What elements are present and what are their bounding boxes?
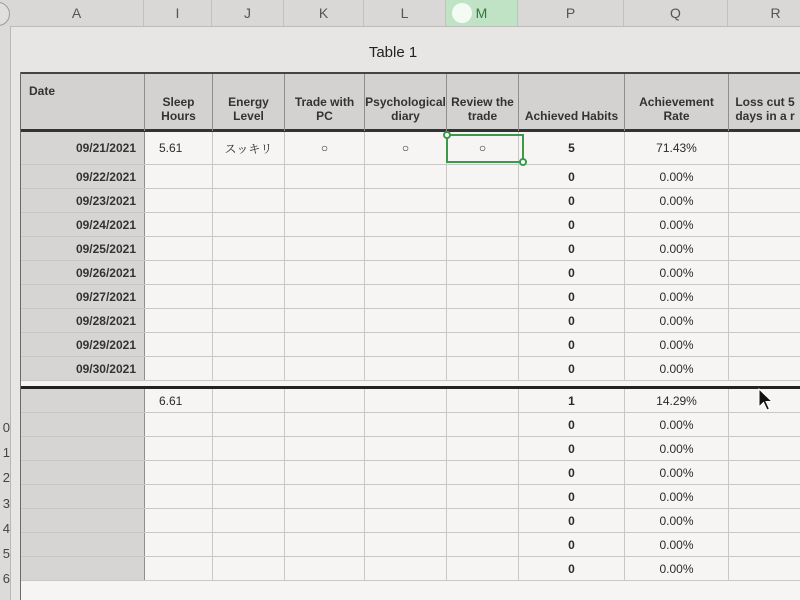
- cell-date[interactable]: 09/25/2021: [21, 237, 145, 260]
- row-number[interactable]: 0: [2, 420, 10, 435]
- cell-energy[interactable]: [213, 165, 285, 188]
- cell-rate[interactable]: 0.00%: [625, 357, 729, 380]
- cell-review[interactable]: [447, 533, 519, 556]
- cell-energy[interactable]: [213, 237, 285, 260]
- cell-review[interactable]: [447, 189, 519, 212]
- column-header-m[interactable]: [446, 0, 518, 26]
- row-number[interactable]: 2: [2, 470, 10, 485]
- cell-energy[interactable]: [213, 509, 285, 532]
- cell-loss[interactable]: [729, 533, 800, 556]
- cell-energy[interactable]: [213, 285, 285, 308]
- cell-energy[interactable]: [213, 389, 285, 412]
- cell-review[interactable]: [447, 389, 519, 412]
- cell-review[interactable]: ○: [447, 132, 519, 164]
- cell-review[interactable]: [447, 333, 519, 356]
- cell-pc[interactable]: [285, 165, 365, 188]
- header-psychological-diary[interactable]: Psychological diary: [365, 74, 447, 131]
- select-all-button[interactable]: [0, 2, 10, 26]
- cell-sleep[interactable]: [145, 285, 213, 308]
- cell-energy[interactable]: [213, 261, 285, 284]
- table-row: [21, 165, 800, 189]
- header-energy-level[interactable]: Energy Level: [213, 74, 285, 131]
- cell-sleep[interactable]: [145, 333, 213, 356]
- cell-diary[interactable]: [365, 533, 447, 556]
- column-header-i[interactable]: I: [144, 0, 212, 26]
- row-number[interactable]: 5: [2, 546, 10, 561]
- cell-review[interactable]: [447, 309, 519, 332]
- cell-pc[interactable]: [285, 437, 365, 460]
- table-row: [21, 189, 800, 213]
- cell-loss[interactable]: [729, 437, 800, 460]
- cell-rate[interactable]: 0.00%: [625, 333, 729, 356]
- cell-loss[interactable]: [729, 285, 800, 308]
- cell-habits[interactable]: 0: [519, 461, 625, 484]
- cell-pc[interactable]: [285, 309, 365, 332]
- cell-loss[interactable]: [729, 333, 800, 356]
- cell-review[interactable]: [447, 413, 519, 436]
- column-header-j[interactable]: J: [212, 0, 284, 26]
- table-row: [21, 461, 800, 485]
- cell-pc[interactable]: [285, 261, 365, 284]
- cell-energy[interactable]: [213, 309, 285, 332]
- cell-energy[interactable]: [213, 485, 285, 508]
- header-date[interactable]: Date: [21, 74, 145, 131]
- row-number[interactable]: 3: [2, 496, 10, 511]
- header-achieved-habits[interactable]: Achieved Habits: [519, 74, 625, 131]
- header-trade-with-pc[interactable]: Trade with PC: [285, 74, 365, 131]
- cell-habits[interactable]: 0: [519, 509, 625, 532]
- cell-date[interactable]: 09/28/2021: [21, 309, 145, 332]
- cell-sleep[interactable]: [145, 357, 213, 380]
- cell-habits[interactable]: 0: [519, 557, 625, 580]
- table-row: [21, 485, 800, 509]
- cell-loss[interactable]: [729, 413, 800, 436]
- cell-loss[interactable]: [729, 509, 800, 532]
- table-row: [21, 309, 800, 333]
- column-header-k[interactable]: K: [284, 0, 364, 26]
- cell-rate[interactable]: 0.00%: [625, 557, 729, 580]
- cell-energy[interactable]: [213, 213, 285, 236]
- column-header-p[interactable]: P: [518, 0, 624, 26]
- cell-loss[interactable]: [729, 189, 800, 212]
- cell-diary[interactable]: [365, 389, 447, 412]
- row-number[interactable]: 4: [2, 521, 10, 536]
- column-header-l[interactable]: L: [364, 0, 446, 26]
- cell-pc[interactable]: [285, 357, 365, 380]
- cell-sleep[interactable]: [145, 485, 213, 508]
- cell-energy[interactable]: [213, 333, 285, 356]
- column-header-q[interactable]: Q: [624, 0, 728, 26]
- cell-habits[interactable]: 1: [519, 389, 625, 412]
- mouse-pointer-icon: [758, 388, 774, 412]
- cell-diary[interactable]: [365, 461, 447, 484]
- cell-sleep[interactable]: [145, 309, 213, 332]
- cell-diary[interactable]: [365, 509, 447, 532]
- cell-date[interactable]: [21, 533, 145, 556]
- cell-pc[interactable]: [285, 413, 365, 436]
- section-divider: [21, 386, 800, 389]
- cell-review[interactable]: [447, 557, 519, 580]
- column-header-marker: [452, 3, 472, 23]
- selected-cell-outline: [446, 134, 524, 163]
- cell-sleep[interactable]: [145, 261, 213, 284]
- cell-date[interactable]: 09/26/2021: [21, 261, 145, 284]
- cell-loss[interactable]: [729, 213, 800, 236]
- cell-sleep[interactable]: [145, 461, 213, 484]
- cell-diary[interactable]: [365, 285, 447, 308]
- cell-pc[interactable]: [285, 533, 365, 556]
- cell-loss[interactable]: [729, 557, 800, 580]
- cell-loss[interactable]: [729, 461, 800, 484]
- cell-habits[interactable]: 0: [519, 261, 625, 284]
- table-row: [21, 509, 800, 533]
- header-achievement-rate[interactable]: Achievement Rate: [625, 74, 729, 131]
- cell-diary[interactable]: [365, 357, 447, 380]
- cell-habits[interactable]: 0: [519, 413, 625, 436]
- cell-loss[interactable]: [729, 165, 800, 188]
- cell-loss[interactable]: [729, 132, 800, 164]
- cell-rate[interactable]: 0.00%: [625, 461, 729, 484]
- cell-diary[interactable]: [365, 189, 447, 212]
- cell-habits[interactable]: 0: [519, 213, 625, 236]
- cell-pc[interactable]: [285, 333, 365, 356]
- cell-rate[interactable]: 0.00%: [625, 413, 729, 436]
- cell-diary[interactable]: [365, 237, 447, 260]
- cell-rate[interactable]: 71.43%: [625, 132, 729, 164]
- cell-date[interactable]: 09/30/2021: [21, 357, 145, 380]
- cell-date[interactable]: 09/21/2021: [21, 132, 145, 164]
- cell-energy[interactable]: [213, 357, 285, 380]
- cell-rate[interactable]: 0.00%: [625, 437, 729, 460]
- cell-pc[interactable]: [285, 509, 365, 532]
- cell-review[interactable]: [447, 165, 519, 188]
- cell-habits[interactable]: 0: [519, 285, 625, 308]
- cell-date[interactable]: [21, 461, 145, 484]
- cell-rate[interactable]: 14.29%: [625, 389, 729, 412]
- cell-date[interactable]: [21, 485, 145, 508]
- cell-sleep[interactable]: 6.61: [145, 389, 213, 412]
- cell-loss[interactable]: [729, 237, 800, 260]
- cell-energy[interactable]: スッキリ: [213, 132, 285, 164]
- cell-rate[interactable]: 0.00%: [625, 533, 729, 556]
- cell-pc[interactable]: ○: [285, 132, 365, 164]
- table-row: [21, 237, 800, 261]
- cell-energy[interactable]: [213, 461, 285, 484]
- row-number[interactable]: 1: [2, 445, 10, 460]
- cell-date[interactable]: 09/24/2021: [21, 213, 145, 236]
- cell-rate[interactable]: 0.00%: [625, 261, 729, 284]
- cell-pc[interactable]: [285, 389, 365, 412]
- cell-diary[interactable]: [365, 213, 447, 236]
- cell-sleep[interactable]: [145, 237, 213, 260]
- cell-review[interactable]: [447, 213, 519, 236]
- selection-handle-top-left[interactable]: [443, 131, 451, 139]
- cell-habits[interactable]: 0: [519, 533, 625, 556]
- cell-review[interactable]: [447, 485, 519, 508]
- cell-sleep[interactable]: [145, 533, 213, 556]
- cell-energy[interactable]: [213, 413, 285, 436]
- row-number[interactable]: 6: [2, 571, 10, 586]
- cell-diary[interactable]: [365, 437, 447, 460]
- cell-review[interactable]: [447, 261, 519, 284]
- table-row: [21, 389, 800, 413]
- column-header-bar: [0, 0, 800, 27]
- cell-pc[interactable]: [285, 189, 365, 212]
- cell-loss[interactable]: [729, 485, 800, 508]
- cell-energy[interactable]: [213, 437, 285, 460]
- cell-diary[interactable]: [365, 557, 447, 580]
- cell-sleep[interactable]: [145, 189, 213, 212]
- cell-energy[interactable]: [213, 189, 285, 212]
- table-row: [21, 333, 800, 357]
- cell-review[interactable]: [447, 461, 519, 484]
- cell-diary[interactable]: [365, 413, 447, 436]
- cell-date[interactable]: 09/29/2021: [21, 333, 145, 356]
- cell-diary[interactable]: [365, 485, 447, 508]
- cell-date[interactable]: 09/23/2021: [21, 189, 145, 212]
- cell-habits[interactable]: 0: [519, 333, 625, 356]
- cell-pc[interactable]: [285, 285, 365, 308]
- header-review-the-trade[interactable]: Review the trade: [447, 74, 519, 131]
- cell-pc[interactable]: [285, 485, 365, 508]
- cell-date[interactable]: [21, 413, 145, 436]
- cell-habits[interactable]: 0: [519, 485, 625, 508]
- cell-sleep[interactable]: 5.61: [145, 132, 213, 164]
- cell-rate[interactable]: 0.00%: [625, 189, 729, 212]
- table-row: [21, 357, 800, 381]
- cell-sleep[interactable]: [145, 413, 213, 436]
- cell-loss[interactable]: [729, 261, 800, 284]
- cell-habits[interactable]: 5: [519, 132, 625, 164]
- cell-diary[interactable]: [365, 261, 447, 284]
- cell-rate[interactable]: 0.00%: [625, 485, 729, 508]
- cell-loss[interactable]: [729, 309, 800, 332]
- cell-date[interactable]: [21, 509, 145, 532]
- cell-pc[interactable]: [285, 461, 365, 484]
- header-sleep-hours[interactable]: Sleep Hours: [145, 74, 213, 131]
- cell-review[interactable]: [447, 437, 519, 460]
- cell-energy[interactable]: [213, 533, 285, 556]
- cell-habits[interactable]: 0: [519, 437, 625, 460]
- cell-habits[interactable]: 0: [519, 237, 625, 260]
- cell-rate[interactable]: 0.00%: [625, 165, 729, 188]
- cell-date[interactable]: [21, 389, 145, 412]
- cell-habits[interactable]: 0: [519, 189, 625, 212]
- cell-sleep[interactable]: [145, 557, 213, 580]
- column-header-r[interactable]: R: [728, 0, 800, 26]
- cell-diary[interactable]: [365, 165, 447, 188]
- header-loss-cut[interactable]: Loss cut 5 days in a r: [735, 95, 795, 123]
- table-row: [21, 213, 800, 237]
- cell-habits[interactable]: 0: [519, 165, 625, 188]
- table-row: [21, 437, 800, 461]
- cell-review[interactable]: [447, 357, 519, 380]
- cell-review[interactable]: [447, 509, 519, 532]
- cell-sleep[interactable]: [145, 213, 213, 236]
- cell-diary[interactable]: [365, 333, 447, 356]
- cell-rate[interactable]: 0.00%: [625, 285, 729, 308]
- cell-rate[interactable]: 0.00%: [625, 237, 729, 260]
- column-header-m-label: M: [475, 5, 488, 21]
- cell-sleep[interactable]: [145, 437, 213, 460]
- cell-pc[interactable]: [285, 237, 365, 260]
- cell-energy[interactable]: [213, 557, 285, 580]
- cell-sleep[interactable]: [145, 165, 213, 188]
- cell-date[interactable]: 09/27/2021: [21, 285, 145, 308]
- spreadsheet-table: [20, 72, 800, 600]
- table-header-row: [21, 72, 800, 132]
- cell-review[interactable]: [447, 285, 519, 308]
- table-title: Table 1: [368, 44, 418, 61]
- cell-habits[interactable]: 0: [519, 309, 625, 332]
- cell-sleep[interactable]: [145, 509, 213, 532]
- table-row: [21, 132, 800, 165]
- cell-habits[interactable]: 0: [519, 357, 625, 380]
- cell-diary[interactable]: [365, 309, 447, 332]
- table-row: [21, 285, 800, 309]
- cell-pc[interactable]: [285, 213, 365, 236]
- column-header-a[interactable]: A: [10, 0, 144, 26]
- cell-pc[interactable]: [285, 557, 365, 580]
- cell-rate[interactable]: 0.00%: [625, 509, 729, 532]
- table-row: [21, 413, 800, 437]
- table-row: [21, 533, 800, 557]
- cell-review[interactable]: [447, 237, 519, 260]
- cell-diary[interactable]: ○: [365, 132, 447, 164]
- selection-handle-bottom-right[interactable]: [519, 158, 527, 166]
- table-row: [21, 557, 800, 581]
- cell-date[interactable]: 09/22/2021: [21, 165, 145, 188]
- table-row: [21, 261, 800, 285]
- cell-rate[interactable]: 0.00%: [625, 213, 729, 236]
- cell-loss[interactable]: [729, 357, 800, 380]
- cell-rate[interactable]: 0.00%: [625, 309, 729, 332]
- cell-date[interactable]: [21, 437, 145, 460]
- cell-date[interactable]: [21, 557, 145, 580]
- row-number-gutter: [0, 26, 11, 600]
